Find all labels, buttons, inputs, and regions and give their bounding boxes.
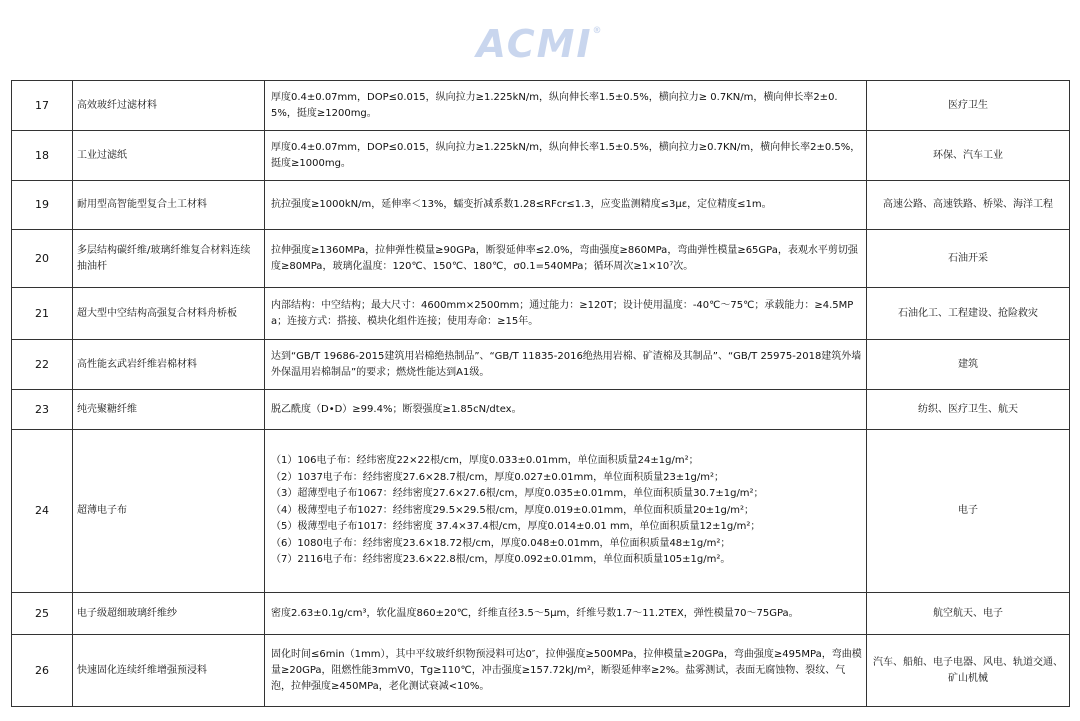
table-row	[12, 390, 1070, 430]
material-spec: 抗拉强度≥1000kN/m，延伸率＜13%，蠕变折减系数1.28≤RFcr≤1.3，应变监测精度≤3με，定位精度≤1m。	[265, 181, 867, 230]
material-name: 纯壳聚糖纤维	[73, 390, 265, 430]
spec-line: （1）106电子布：经纬密度22×22根/cm，厚度0.033±0.01mm，单位面积质量24±1g/m²；	[271, 455, 699, 467]
material-name: 高效玻纤过滤材料	[73, 81, 265, 131]
application-field: 航空航天、电子	[867, 593, 1070, 635]
application-field: 电子	[867, 430, 1070, 593]
row-number: 19	[12, 181, 73, 230]
spec-line: （6）1080电子布：经纬密度23.6×18.72根/cm，厚度0.048±0.01mm，单位面积质量48±1g/m²；	[271, 537, 731, 549]
spec-line: （3）超薄型电子布1067：经纬密度27.6×27.6根/cm，厚度0.035±0.01mm，单位面积质量30.7±1g/m²；	[271, 488, 764, 500]
row-number: 25	[12, 593, 73, 635]
application-field: 石油开采	[867, 230, 1070, 288]
material-name: 电子级超细玻璃纤维纱	[73, 593, 265, 635]
table-row	[12, 593, 1070, 635]
row-number: 18	[12, 131, 73, 181]
material-name: 快速固化连续纤维增强预浸料	[73, 635, 265, 707]
acmi-logo: ACMI®	[476, 22, 604, 66]
row-number: 26	[12, 635, 73, 707]
material-name: 耐用型高智能型复合土工材料	[73, 181, 265, 230]
spec-line: （4）极薄型电子布1027：经纬密度29.5×29.5根/cm，厚度0.019±0.01mm，单位面积质量20±1g/m²；	[271, 504, 755, 516]
material-spec: 厚度0.4±0.07mm，DOP≤0.015，纵向拉力≥1.225kN/m，纵向伸长率1.5±0.5%，横向拉力≥ 0.7KN/m，横向伸长率2±0.5%，挺度≥1200mg。	[265, 81, 867, 131]
material-spec: 内部结构：中空结构；最大尺寸：4600mm×2500mm；通过能力：≥120T；设计使用温度：-40℃～75℃；承载能力：≥4.5MPa；连接方式：搭接、模块化组件连接；使用寿命：≥15年。	[265, 288, 867, 340]
table-row	[12, 131, 1070, 181]
material-name: 超薄电子布	[73, 430, 265, 593]
row-number: 20	[12, 230, 73, 288]
row-number: 17	[12, 81, 73, 131]
table-row	[12, 430, 1070, 593]
row-number: 21	[12, 288, 73, 340]
row-number: 24	[12, 430, 73, 593]
row-number: 22	[12, 340, 73, 390]
table-row	[12, 635, 1070, 707]
table-row	[12, 288, 1070, 340]
material-spec	[265, 430, 867, 593]
application-field: 纺织、医疗卫生、航天	[867, 390, 1070, 430]
spec-line: （5）极薄型电子布1017：经纬密度 37.4×37.4根/cm，厚度0.014±0.01 mm，单位面积质量12±1g/m²；	[271, 521, 761, 533]
material-name: 工业过滤纸	[73, 131, 265, 181]
spec-line: （2）1037电子布：经纬密度27.6×28.7根/cm，厚度0.027±0.01mm，单位面积质量23±1g/m²；	[271, 471, 725, 483]
material-name: 多层结构碳纤维/玻璃纤维复合材料连续抽油杆	[73, 230, 265, 288]
materials-table	[11, 80, 1070, 707]
material-spec: 拉伸强度≥1360MPa，拉伸弹性模量≥90GPa，断裂延伸率≤2.0%，弯曲强度≥860MPa，弯曲弹性模量≥65GPa，表观水平剪切强度≥80MPa，玻璃化温度：120℃、150℃、180℃，σ0.1=540MPa；循环周次≥1×10⁷次。	[265, 230, 867, 288]
row-number: 23	[12, 390, 73, 430]
material-spec: 达到“GB/T 19686-2015建筑用岩棉绝热制品”、“GB/T 11835-2016绝热用岩棉、矿渣棉及其制品”、“GB/T 25975-2018建筑外墙外保温用岩棉制品”的要求；燃烧性能达到A1级。	[265, 340, 867, 390]
application-field: 建筑	[867, 340, 1070, 390]
material-spec: 脱乙酰度（D•D）≥99.4%；断裂强度≥1.85cN/dtex。	[265, 390, 867, 430]
application-field: 石油化工、工程建设、抢险救灾	[867, 288, 1070, 340]
application-field: 医疗卫生	[867, 81, 1070, 131]
table-row	[12, 340, 1070, 390]
material-spec: 厚度0.4±0.07mm，DOP≤0.015，纵向拉力≥1.225kN/m，纵向伸长率1.5±0.5%，横向拉力≥0.7KN/m，横向伸长率2±0.5%，挺度≥1000mg。	[265, 131, 867, 181]
table-row	[12, 181, 1070, 230]
application-field: 高速公路、高速铁路、桥梁、海洋工程	[867, 181, 1070, 230]
material-spec: 固化时间≤6min（1mm），其中平纹玻纤织物预浸料可达0″，拉伸强度≥500MPa，拉伸模量≥20GPa，弯曲强度≥495MPa，弯曲模量≥20GPa，阻燃性能3mmV0，Tg≥110℃，冲击强度≥157.72kJ/m²，断裂延伸率≥2%。盐雾测试，表面无腐蚀物、裂纹、气泡，拉伸强度≥450MPa，老化测试衰减<10%。	[265, 635, 867, 707]
application-field: 汽车、船舶、电子电器、风电、轨道交通、矿山机械	[867, 635, 1070, 707]
material-name: 超大型中空结构高强复合材料舟桥板	[73, 288, 265, 340]
material-name: 高性能玄武岩纤维岩棉材料	[73, 340, 265, 390]
table-row	[12, 230, 1070, 288]
table-row	[12, 81, 1070, 131]
material-spec: 密度2.63±0.1g/cm³，软化温度860±20℃，纤维直径3.5～5μm，纤维号数1.7～11.2TEX，弹性模量70～75GPa。	[265, 593, 867, 635]
application-field: 环保、汽车工业	[867, 131, 1070, 181]
spec-line: （7）2116电子布：经纬密度23.6×22.8根/cm，厚度0.092±0.01mm，单位面积质量105±1g/m²。	[271, 554, 731, 566]
